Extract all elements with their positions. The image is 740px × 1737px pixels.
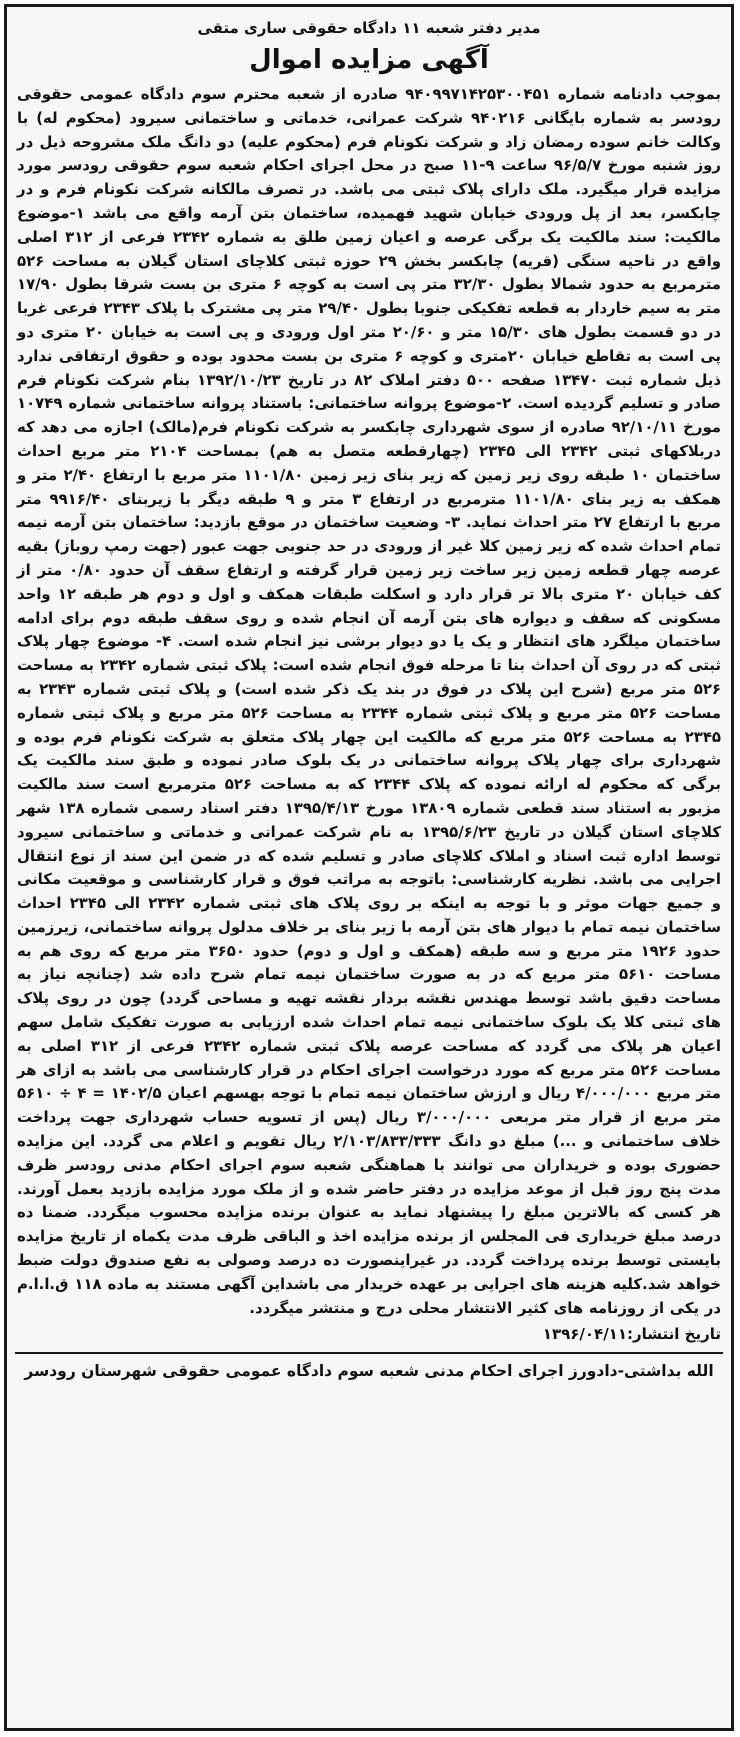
notice-header: مدیر دفتر شعبه ۱۱ دادگاه حقوقی ساری متقی — [197, 19, 541, 37]
notice-signature: الله بداشتی-دادورز اجرای احکام مدنی شعبه سوم دادگاه عمومی حقوقی شهرستان رودسر — [24, 1362, 714, 1381]
notice-title: آگهی مزایده اموال — [249, 45, 489, 75]
publication-date: تاریخ انتشار:۱۳۹۶/۰۴/۱۱ — [542, 1325, 721, 1344]
notice-paper — [4, 4, 734, 1731]
notice-body: بموجب دادنامه شماره ۹۴۰۹۹۷۱۴۲۵۳۰۰۴۵۱ صادره از شعبه محترم سوم دادگاه عمومی حقوقی رودسر به شماره بایگانی ۹۴۰۲۱۶ شرکت عمرانی، خدماتی و ساختمانی سیرود (محکوم له) با وکالت خانم سوده رمضان زاد و شرکت نکونام فرم (محکوم علیه) دو دانگ ملک مشروحه ذیل در روز شنبه مورخ ۹۶/۵/۷ ساعت ۹-۱۱ صبح در محل اجرای احکام شعبه سوم حقوقی رودسر مورد مزایده قرار میگیرد. ملک دارای پلاک ثبتی می باشد. در تصرف مالکانه شرکت نکونام فرم و در چابکسر، بعد از پل ورودی خیابان شهید فهمیده، ساختمان بتن آرمه واقع می باشد ۱-موضوع مالکیت: سند مالکیت یک برگی عرصه و اعیان زمین طلق به شماره ۲۳۴۲ فرعی از ۳۱۲ اصلی واقع در ناحیه سنگی (قریه) چابکسر بخش ۲۹ حوزه ثبتی کلاچای استان گیلان به مساحت ۵۲۶ مترمربع به حدود شمالا بطول ۳۲/۳۰ متر پی است به کوچه ۶ متری بن بست شرقا بطول ۱۷/۹۰ متر به سیم خاردار به قطعه تفکیکی جنوبا بطول ۲۹/۴۰ متر پی مشترک با پلاک ۲۳۴۳ فرعی غربا در دو قسمت بطول های ۱۵/۳۰ متر و ۲۰/۶۰ متر اول ورودی و پی است به خیابان ۲۰ متری دو پی است به تقاطع خیابان ۲۰متری و کوچه ۶ متری بن بست محدود بوده و حقوق ارتفاقی ندارد ذیل شماره ثبت ۱۳۴۷۰ صفحه ۵۰۰ دفتر املاک ۸۲ در تاریخ ۱۳۹۲/۱۰/۲۳ بنام شرکت نکونام فرم صادر و تسلیم گردیده است. ۲-موضوع پروانه ساختمانی: باستناد پروانه ساختمانی شماره ۱۰۷۴۹ مورخ ۹۲/۱۰/۱۱ صادره از سوی شهرداری چابکسر به شرکت نکونام فرم(مالک) اجازه می دهد که دربلاکهای ثبتی ۲۳۴۲ الی ۲۳۴۵ (چهارقطعه متصل به هم) بمساحت ۲۱۰۴ متر مربع احداث ساختمان ۱۰ طبقه روی زیر زمین که زیر بنای زیر زمین ۱۱۰۱/۸۰ متر مربع با ارتفاع ۲/۴۰ متر و همکف به زیر بنای ۱۱۰۱/۸۰ مترمربع در ارتفاع ۳ متر و ۹ طبقه دیگر با زیربنای ۹۹۱۶/۴۰ متر مربع با ارتفاع ۲۷ متر احداث نماید. ۳- وضعیت ساختمان در موقع بازدید: ساختمان بتن آرمه نیمه تمام احداث شده که زیر زمین کلا غیر از ورودی در حد جنوبی جهت عبور (جهت رمپ روباز) بقیه عرصه چهار قطعه زمین زیر ساخت زیر زمین قرار گرفته و ارتفاع سقف آن حدود ۰/۸۰ متر از کف خیابان ۲۰ متری بالا تر قرار دارد و اسکلت طبقات همکف و اول و دوم هر طبقه ۱۲ واحد مسکونی که سقف و دیواره های بتن آرمه آن انجام شده و روی سقف طبقه دوم برای ادامه ساختمان میلگرد های انتظار و یک یا دو دیوار برشی نیز انجام شده است. ۴- موضوع چهار پلاک ثبتی که در روی آن احداث بنا تا مرحله فوق انجام شده است: پلاک ثبتی شماره ۲۳۴۲ به مساحت ۵۲۶ متر مربع (شرح این پلاک در فوق در بند یک ذکر شده است) و پلاک ثبتی شماره ۲۳۴۳ به مساحت ۵۲۶ متر مربع و پلاک ثبتی شماره ۲۳۴۴ به مساحت ۵۲۶ متر مربع و پلاک ثبتی شماره ۲۳۴۵ به مساحت ۵۲۶ متر مربع که مالکیت این چهار پلاک متعلق به شرکت نکونام فرم بوده و شهرداری برای چهار پلاک پروانه ساختمانی در یک بلوک صادر نموده و طبق سند مالکیت یک برگی که محکوم له ارائه نموده که پلاک ۲۳۴۴ که به مساحت ۵۲۶ مترمربع است سند مالکیت مزبور به استناد سند قطعی شماره ۱۳۸۰۹ مورخ ۱۳۹۵/۴/۱۳ دفتر اسناد رسمی شماره ۱۳۸ شهر کلاچای استان گیلان در تاریخ ۱۳۹۵/۶/۲۳ به نام شرکت عمرانی و خدماتی و ساختمانی سیرود توسط اداره ثبت اسناد و املاک کلاچای صادر و تسلیم شده که در ضمن این سند از نوع انتقال اجرایی می باشد. نظریه کارشناسی: باتوجه به مراتب فوق و قرار کارشناسی و موقعیت مکانی و جمیع جهات موثر و با توجه به اینکه بر روی پلاک های ثبتی شماره ۲۳۴۲ الی ۲۳۴۵ احداث ساختمان نیمه تمام با دیوار های بتن آرمه با زیر بنای بر خلاف مدلول پروانه ساختمانی، زیرزمین حدود ۱۹۲۶ متر مربع و سه طبقه (همکف و اول و دوم) حدود ۳۶۵۰ متر مربع که روی هم به مساحت ۵۶۱۰ متر مربع که در به صورت ساختمان نیمه تمام شرح داده شد (چنانچه نیاز به مساحت دقیق باشد توسط مهندس نقشه بردار نقشه تهیه و مساحی گردد) چون در روی پلاک های ثبتی کلا یک بلوک ساختمانی نیمه تمام احداث شده ارزیابی به صورت تفکیک شامل سهم اعیان هر پلاک می گردد که مساحت عرصه پلاک ثبتی شماره ۲۳۴۲ فرعی از ۳۱۲ اصلی به مساحت ۵۲۶ متر مربع که مورد درخواست اجرای احکام در قرار کارشناسی می باشد به ازای هر متر مربع ۴/۰۰۰/۰۰۰ ریال و ارزش ساختمان نیمه تمام با توجه بهسهم اعیان ۱۴۰۲/۵ = ۴ ÷ ۵۶۱۰ متر مربع از قرار متر مربعی ۳/۰۰۰/۰۰۰ ریال (پس از تسویه حساب شهرداری جهت پرداخت خلاف ساختمانی و ...) مبلغ دو دانگ ۲/۱۰۳/۸۳۳/۳۳۳ ریال تقویم و اعلام می گردد. این مزایده حضوری بوده و خریداران می توانند با هماهنگی شعبه سوم اجرای احکام مدنی رودسر ظرف مدت پنج روز قبل از موعد مزایده در دفتر حاضر شده و از ملک مورد مزایده بازدید بعمل آورند. هر کسی که بالاترین مبلغ را پیشنهاد نماید به عنوان برنده مزایده محسوب میگردد. ضمنا ده درصد مبلغ خریداری فی المجلس از برنده مزایده اخذ و الباقی ظرف مدت یکماه از تاریخ مزایده بایستی توسط برنده پرداخت گردد. در غیراینصورت ده درصد وصولی به نفع صندوق دولت ضبط خواهد شد.کلیه هزینه های اجرایی بر عهده خریدار می باشداین آگهی مستند به ماده ۱۱۸ ق.ا.ا.م در یکی از روزنامه های کثیر الانتشار محلی درج و منتشر میگردد. — [17, 85, 722, 1317]
